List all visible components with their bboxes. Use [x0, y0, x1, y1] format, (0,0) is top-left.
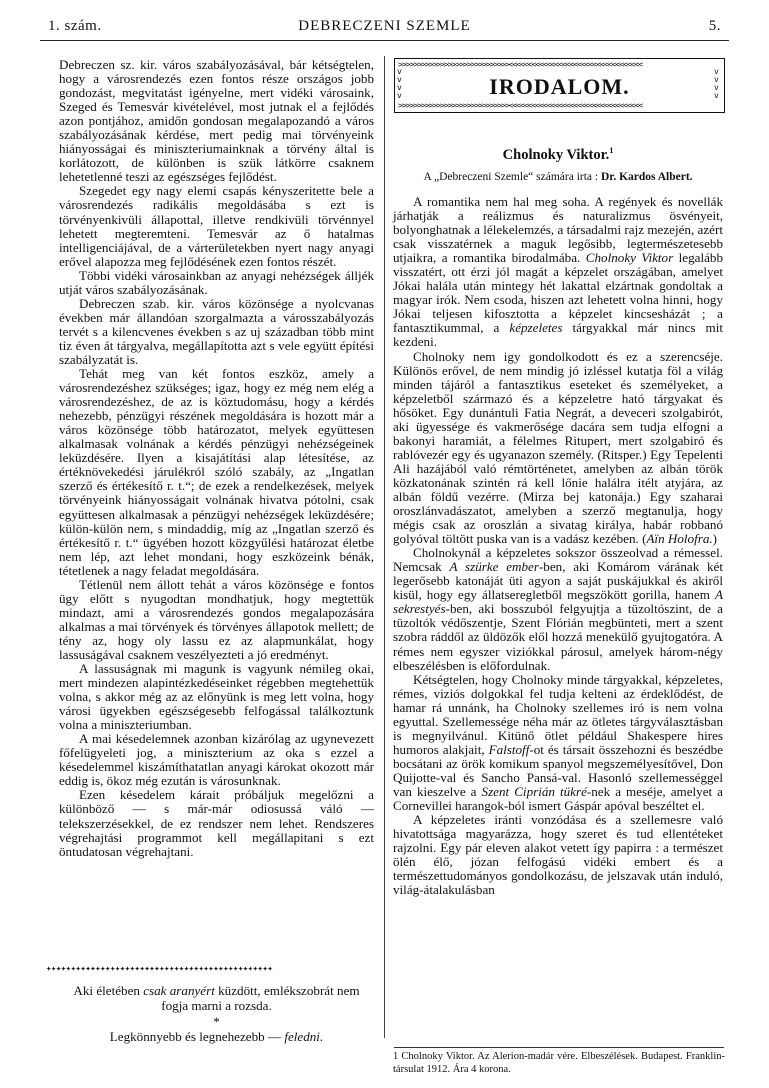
banner-border-top: >>>>>>>>>>>>>>>>>>>>>>>>>>>>><<<<<<<<<<<<<<<<<<<<<<<<<<<<<<<<<<<: [398, 61, 643, 69]
paragraph: Cholnoky nem igy gondolkodott és ez a szerencséje. Különös erővel, de nem mindig jó izléssel kutatja föl a világ minden tájáról a fantasztikus eseteket és személyeket, a képzeletből származó és a képzeletre ható tárgyakat és hősöket. Egy dunántuli Fatia Negrát, a deveceri szolgabirót, aki ügyessége és vakmerősége dacára sem tudja elfogni a bakonyi haramiát, a félelmes Ritupert, mert szolgabiró és rablóvezér egy és ugyanazon személy. (Ritsper.) Egy Tepelenti Ali hazájából való rémtörténetet, amelyben az albán török közkatonának szintén rá kell lőnie halálra itélt atyjára, az albán földű vezérre. (Mirza bej katonája.) Egy szaharai oroszlánvadászatot, amelyben a szerző megtanulja, hogy mégis csak az oroszlán a sivatag királya, habár robbanó golyóval töltött puska van is a vadász kezében. (Aïn Holofra.): [393, 348, 723, 547]
left-column: [59, 58, 374, 859]
footnote-marker: 1: [609, 146, 614, 155]
section-title: IRODALOM.: [489, 74, 630, 99]
column-rule: [384, 56, 385, 1038]
paragraph: Tehát meg van két fontos eszköz, amely a városrendezéshez szükséges; igaz, hogy ez még nem elég a városrendezéshez, de az is köztudomásu, hogy a kérdés nehezebb, pénzügyi részének megoldására is hozott már a város közönsége több határozatot, melyek együttesen alkalmasak volnának a kérdés pénzügyi nehézségeinek leküzdésére. Ilyen a kisajátítási alap létesítése, az értéknövekedési járulékról szóló szabály, az „Ingatlan szerző és értékesítő r. t.“; de ezek a rendelkezések, melyek törvényeink hiányosságait volnának hivatva pótolni, csak együttesen alkalmasak a pénzügyi nehézségek leküzdésére; külön-külön nem, s mindaddig, míg az „Ingatlan szerző és értékesítő r. t.“ ügyében hozott közgyűlési határozat életbe nem lép, azt lehet mondani, hogy eszközeink bénák, tétetlenek a nagy feladat megoldására.: [59, 366, 374, 578]
author-name: Dr. Kardos Albert.: [600, 171, 693, 183]
byline: A „Debreczeni Szemle“ számára irta : Dr. Kardos Albert.: [423, 171, 693, 183]
paragraph: A mai késedelemnek azonban kizárólag az ugynevezett főfelügyeleti jog, a miniszterium az oka s ezzel a késedelemmel kiszámíthatatlan anyagi károkat okozott már eddig is, ökoz még ezután is városunknak.: [59, 731, 374, 789]
banner-border-right: v v v v: [714, 68, 719, 100]
paragraph: A képzeletes iránti vonzódása és a szellemesre való hivatottsága magyarázza, hogy szeret és tud ellentéteket rajzolni. Egy pár eleven alakot vetett így papirra : a természet ölén élő, józan felfogású vidéki embert és a természettudományos gondolkozásu, de jelszavak után induló, világ-átalakulásban: [393, 812, 723, 898]
paragraph: Tétlenül nem állott tehát a város közönsége e fontos ügy előtt s nyugodtan mondhatjuk, hogy megtettük mindazt, ami a városrendezés gondos megalapozására alkalmas a mai törvények és törvényes állapotok mellett; de tény az, hogy oly lassu ez az alapmunkálat, hogy lassuságával csaknem veszélyezteti a jó eredményt.: [59, 576, 374, 662]
motto-star: *: [213, 1014, 220, 1029]
paragraph: Debreczen szab. kir. város közönsége a nyolcvanas években már állandóan szorgalmazta a városszabályozás tervét s a kilencvenes években s az uj században több mint tiz éven át tárgyalva, megállapította azt s vele együtt építési szabályzatát is.: [59, 295, 374, 367]
journal-title: DEBRECZENI SZEMLE: [298, 18, 471, 34]
paragraph: A romantika nem hal meg soha. A regények és novellák járhatják a reálizmus és naturalizmus ösvényeit, bolyonghatnak a lélekelemzés, a társadalmi rajz mezején, azért csak visszatérnek a maguk legősibb, legtermészetesebb utjaikra, a romantika birodalmába. Cholnoky Viktor legalább visszatért, ott érzi jól magát a képzelet országában, amelyet Jókai halála után mintegy hét lakattal elzártnak gondoltak a magyar irók. Nem csoda, hiszen azt lehetett volna hinni, hogy Jókai teljesen kifosztotta a képzelet kincsesházát ; a fantasztikummal, a képzeletes tárgyakkal már nincs mit kezdeni.: [393, 194, 724, 350]
article-body: [393, 195, 723, 897]
paragraph: A lassuságnak mi magunk is vagyunk némileg okai, mert mindezen alapintézkedéseinket régebben megtehettük volna, s akkor még az az előnyünk is meg lett volna, hogy városi ügyekben egészségesebb felfogással találkoztunk volna a miniszteriumban.: [59, 661, 374, 733]
running-header: [40, 16, 729, 38]
paragraph: Cholnokynál a képzeletes sokszor összeolvad a rémessel. Nemcsak A szürke ember-ben, aki Komárom várának két legerősebb katonáját üti agyon a saját puskájukkal és akiről kisül, hogy egy állatseregletből megszökött gorilla, hanem A sekrestyés-ben, aki bosszuból felgyujtja a tüzoltószint, de a tüzoltók védőszentje, Szent Flórián megbünteti, mert a szent szobra ráddől az üldözők elől hozzá menekülő gyujtogatóra. A rémes nem egyszer viziókkal párosul, amelyek három-négy elbeszélésben is előfordulnak.: [393, 545, 724, 673]
page-number: 5.: [708, 18, 721, 34]
motto-1: Aki életében csak aranyért küzdött, emlékszobrát nem fogja marni a rozsda.: [73, 983, 360, 1013]
header-rule: [40, 40, 729, 41]
article-title: Cholnoky Viktor.$^1$: [502, 146, 614, 163]
motto-2: Legkönnyebb és legnehezebb — feledni.: [109, 1029, 324, 1044]
footnote: 1 Cholnoky Viktor. Az Alerion-madár vére. Elbeszélések. Budapest. Franklin-társulat 1912. Ára 4 korona.: [393, 1051, 725, 1075]
footnote-rule: [394, 1047, 724, 1048]
paragraph: Szegedet egy nagy elemi csapás kényszeritette bele a városrendezés radikális megoldásába s ezt is törvényenkivüli állapottal, illetve rendkivüli törvénnyel lehetett megteremteni. Temesvár az ő hatalmas intelligenciájával, de a várterületekben nyert nagy anyagi erővel alapozza meg fejlődésének ezen fontos részét.: [59, 183, 374, 269]
banner-border-left: v v v v: [397, 68, 402, 100]
paragraph: Ezen késedelem kárait próbáljuk megelőzni a különböző — s már-már odiosussá váló — telekszerzésekkel, de ez rendszer nem lehet. Rendszeres végrehajtási programmot kell megállapitani s ezt öntudatosan végrehajtani.: [59, 787, 374, 859]
banner-border-bottom: >>>>>>>>>>>>>>>>>>>>>>>>>>>>><<<<<<<<<<<<<<<<<<<<<<<<<<<<<<<<<<<: [398, 102, 643, 110]
paragraph: Többi vidéki városainkban az anyagi nehézségek álljék utját város szabályozásának.: [59, 267, 374, 297]
paragraph: Debreczen sz. kir. város szabályozásával, bár kétségtelen, hogy a városrendezés ezen fontos része országos jobb gondozást, megvitatást igényelne, mert vidéki városaink, Szeged és Temesvár kivételével, most jutnak el a fejlődés azon pontjához, amidőn gondosan megalapozandó a város szabályozásának kérdése, mert pedig mai törvényeink hiányosságai és miniszteriumainknak a törvény által is korlátozott, de különben is szük látkörre csaknem lehetetlenné teszi az egészséges fejlődést.: [59, 57, 374, 185]
issue-number: 1. szám.: [48, 18, 102, 34]
paragraph: Kétségtelen, hogy Cholnoky minde tárgyakkal, képzeletes, rémes, viziós dolgokkal fel tudja kelteni az érdeklődést, de hamar rá unnánk, ha Cholnoky szellemes iró is nem volna egyuttal. Szellemessége néha már az ötletes tárgyválasztásban is megnyilvánul. Kitünő ötlet például Shakespere hires humoros alakjait, Falstoff-ot és társait összehozni és beszédbe bocsátani az örök komikum spanyol megszemélyesítővel, Don Quijotte-val és Sancho Pansá-val. Hasonló szellemességgel van kieszelve a Szent Ciprián tükré-nek a meséje, amelyet a Cornevillei harangok-ból ismert Gáspár apóval beszéltet el.: [393, 671, 724, 814]
section-banner: [394, 58, 725, 113]
ornamental-divider: ✦✦✦✦✦✦✦✦✦✦✦✦✦✦✦✦✦✦✦✦✦✦✦✦✦✦✦✦✦✦✦✦✦✦✦✦✦✦✦✦✦✦✦✦✦✦: [46, 964, 273, 974]
